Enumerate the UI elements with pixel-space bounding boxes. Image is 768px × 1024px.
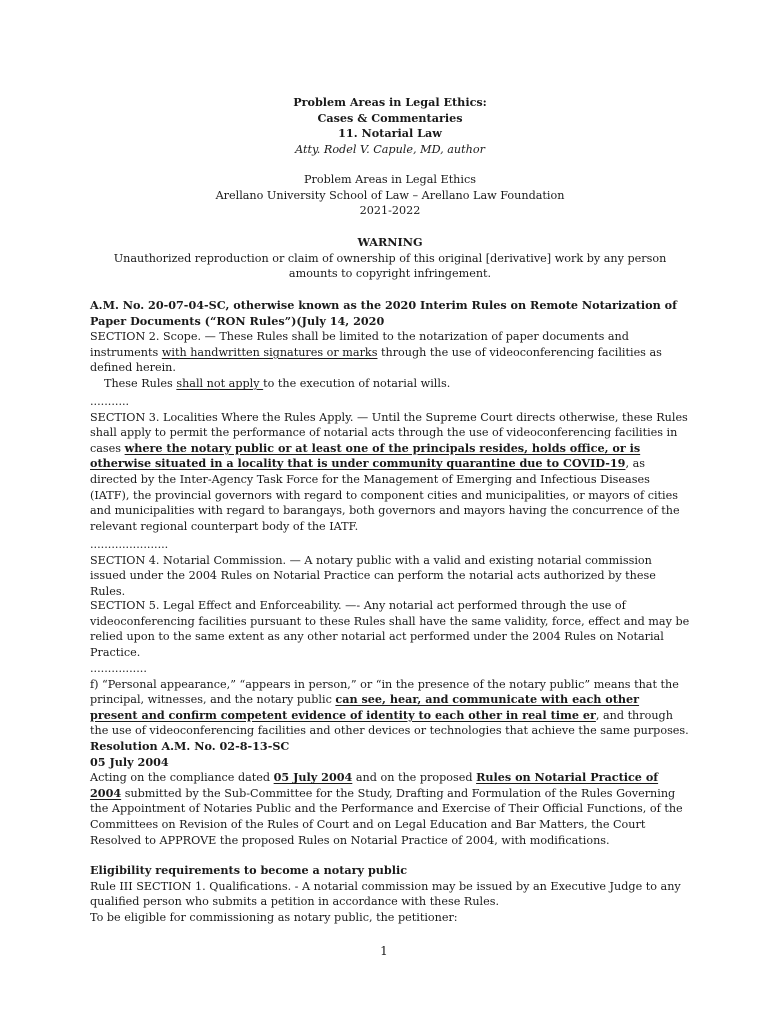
warning-block (90, 235, 690, 282)
qualifications-rule: Rule III SECTION 1. Qualifications. - A notarial commission may be issued by an Executive Judge to any qualified person who submits a petition in accordance with these Rules. (90, 879, 681, 909)
section-2-text: SECTION 2. Scope. — These Rules shall be limited to the notarization of paper documents and instruments (90, 330, 629, 359)
ron-rules-block (90, 298, 690, 392)
title-block (90, 95, 690, 157)
school-year: 2021-2022 (359, 204, 421, 218)
course-block (90, 172, 690, 219)
definition-and-resolution-block (90, 661, 690, 848)
wills-underline: shall not apply (176, 376, 264, 390)
resolution-date: 05 July 2004 (90, 754, 169, 769)
eligibility-heading: Eligibility requirements to become a notary public (90, 863, 408, 877)
resolution-text-c: submitted by the Sub-Committee for the Study, Drafting and Formulation of the Rules Governing the Appointment of Notaries Public and the Performance and Exercise of Their Official Functions, of the Committees on Revision of the Rules of Court and on Legal Education and Bar Matters, the Court Resolved to APPROVE the proposed Rules on Notarial Practice of 2004, with modifications. (90, 786, 683, 847)
rules-title-underline: Rules on Notarial Practice of 2004 (90, 770, 659, 800)
page-number: 1 (380, 944, 388, 958)
eligibility-intro: To be eligible for commissioning as notary public, the petitioner: (90, 910, 458, 924)
ellipsis-divider: ................ (90, 662, 147, 675)
warning-heading: WARNING (357, 235, 423, 249)
resolution-text-a: Acting on the compliance dated (90, 771, 274, 785)
section-5-block (90, 598, 690, 660)
section-2-underline: with handwritten signatures or marks (161, 345, 378, 359)
resolution-text-b: and on the proposed (352, 771, 477, 785)
section-2-text-cont: through the use of videoconferencing facilities as defined herein. (90, 345, 662, 375)
section-3-text-cont: , as directed by the Inter-Agency Task Force for the Management of Emerging and Infectious Diseases (IATF), the provincial governors with regard to component cities and municipalities, or mayors of cities and municipalities with regard to barangays, both governors and mayors having the concurrence of the relevant regional counterpart body of the IATF. (90, 457, 680, 533)
resolution-heading: Resolution A.M. No. 02-8-13-SC (90, 738, 290, 753)
section-5: SECTION 5. Legal Effect and Enforceability. —- Any notarial act performed through the use of videoconferencing facilities pursuant to these Rules shall have the same validity, force, effect and may be relied upon to the same extent as any other notarial act performed under the 2004 Rules on Notarial Practice. (90, 599, 690, 659)
section-3-text: SECTION 3. Localities Where the Rules Apply. — Until the Supreme Court directs otherwise, these Rules shall apply to permit the performance of notarial acts through the use of videoconferencing facilities in cases (90, 410, 688, 455)
section-3-block (90, 394, 690, 534)
personal-appearance-definition (90, 677, 690, 739)
eligibility-block (90, 863, 690, 925)
course-name: Problem Areas in Legal Ethics (304, 173, 476, 186)
ron-heading: A.M. No. 20-07-04-SC, otherwise known as the 2020 Interim Rules on Remote Notarization of Paper Documents (“RON Rules”)(July 14, 2020 (90, 298, 677, 328)
resolution-text (90, 770, 690, 848)
section-2-wills (90, 376, 690, 392)
section-2 (90, 329, 690, 376)
school-name: Arellano University School of Law – Arellano Law Foundation (215, 188, 565, 202)
wills-text: These Rules (104, 376, 177, 390)
section-3-underline: where the notary public or at least one of the principals resides, holds office, or is otherwise situated in a locality that is under community quarantine due to COVID-19 (90, 440, 641, 471)
ellipsis-divider: ...................... (90, 538, 169, 551)
definition-text-cont: , and through the use of videoconferencing facilities and other devices or technologies that achieve the same purposes. (90, 708, 689, 738)
author-line: Atty. Rodel V. Capule, MD, author (295, 142, 485, 156)
section-4: SECTION 4. Notarial Commission. — A notary public with a valid and existing notarial commission issued under the 2004 Rules on Notarial Practice can perform the notarial acts authorized by these Rules. (90, 553, 656, 598)
section-4-block (90, 537, 690, 599)
definition-underline: can see, hear, and communicate with each other present and confirm competent evidence of identity to each other in real time er (90, 692, 640, 722)
document-subtitle: Cases & Commentaries (317, 110, 463, 125)
section-3 (90, 410, 690, 535)
resolution-date-underline: 05 July 2004 (273, 770, 353, 785)
wills-text-cont: to the execution of notarial wills. (263, 376, 451, 390)
chapter-title: 11. Notarial Law (338, 126, 442, 141)
warning-text: Unauthorized reproduction or claim of ownership of this original [derivative] work by any person amounts to copyright infringement. (113, 251, 667, 281)
document-title: Problem Areas in Legal Ethics: (293, 95, 487, 109)
ellipsis-divider: ........... (90, 395, 130, 408)
definition-text: f) “Personal appearance,” “appears in person,” or “in the presence of the notary public” means that the principal, witnesses, and the notary public (90, 677, 679, 707)
